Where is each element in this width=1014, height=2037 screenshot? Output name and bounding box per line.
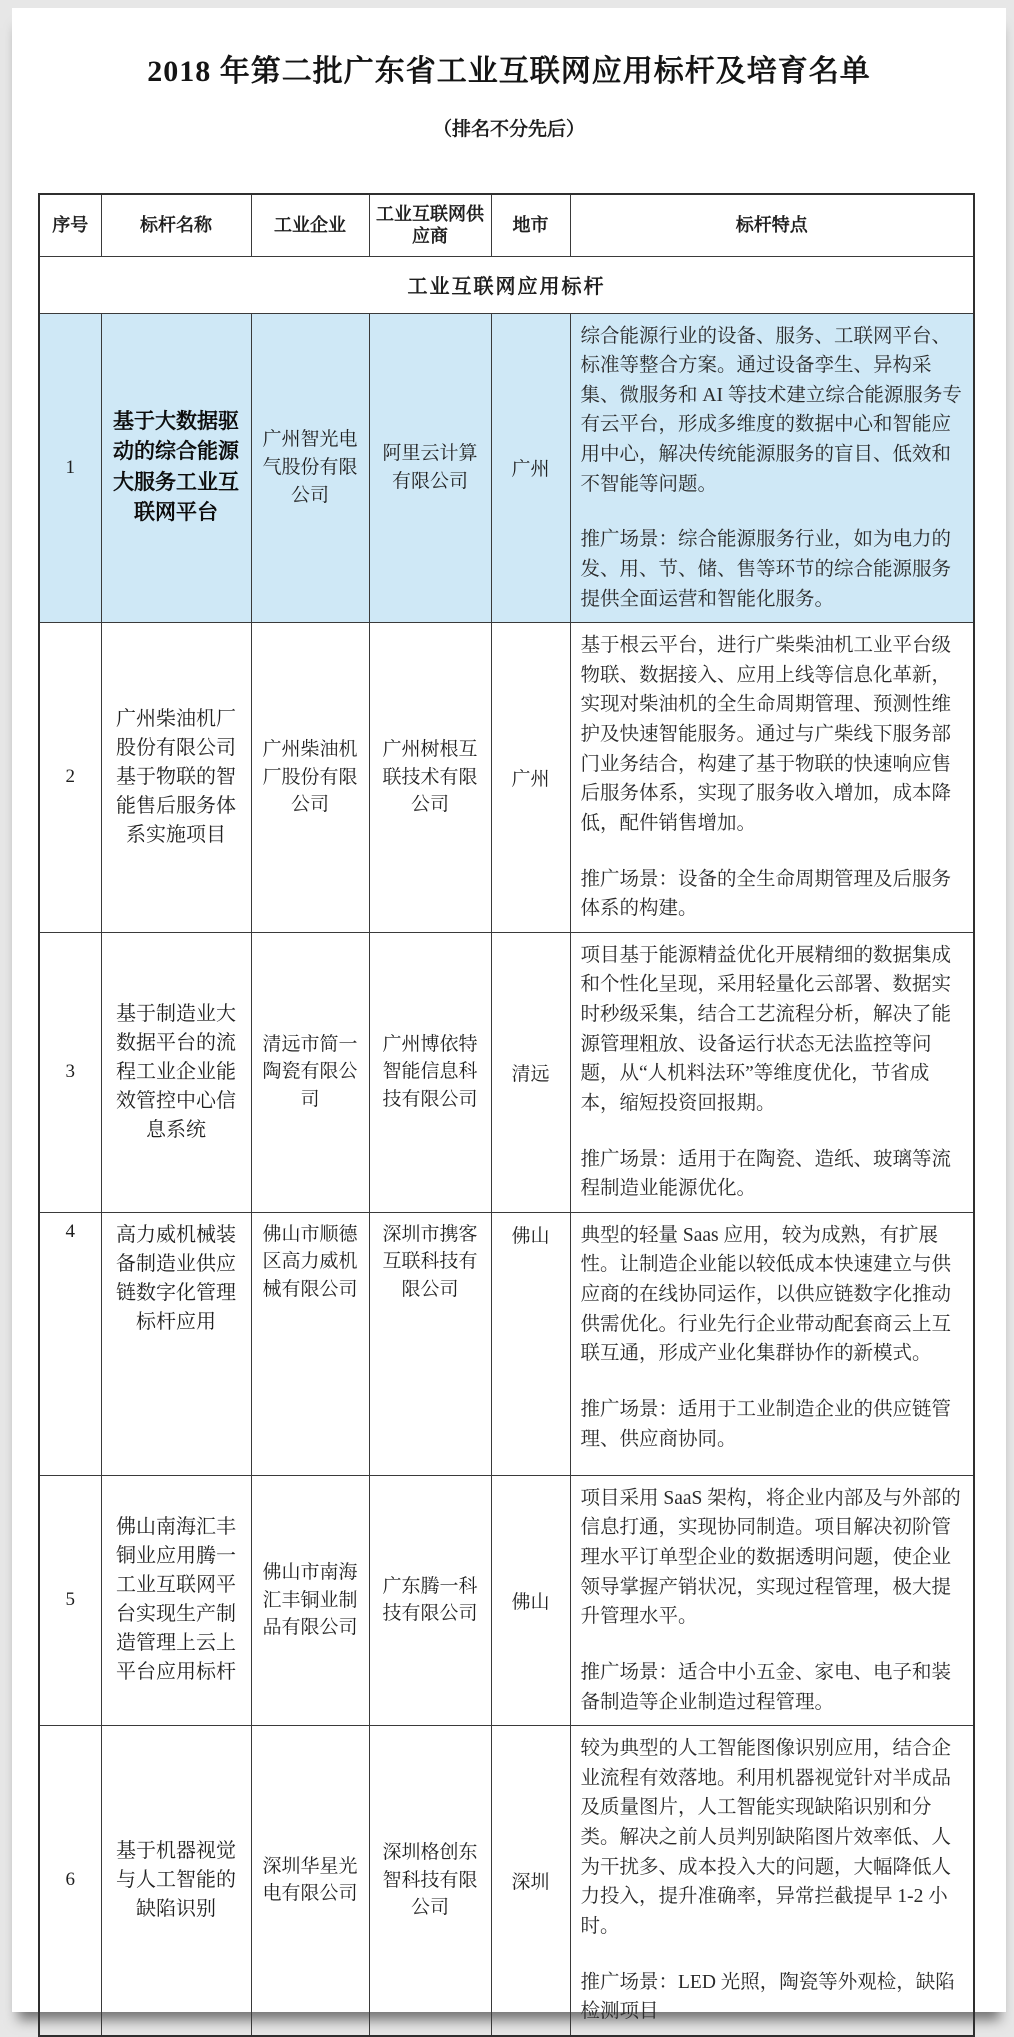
city-name: 广州: [491, 313, 570, 623]
feature-cell: [570, 932, 974, 1212]
header-features: 标杆特点: [570, 194, 974, 256]
feature-cell: [570, 1212, 974, 1475]
enterprise-name: 佛山市顺德区高力威机械有限公司: [251, 1212, 369, 1475]
feature-description: 基于根云平台，进行广柴柴油机工业平台级物联、数据接入、应用上线等信息化革新，实现对柴油机的全生命周期管理、预测性维护及快速智能服务。通过与广柴线下服务部门业务结合，构建了基于物联的快速响应售后服务体系，实现了服务收入增加，成本降低，配件销售增加。: [580, 635, 952, 834]
table-row: [39, 1726, 974, 2036]
city-name: 深圳: [491, 1726, 570, 2036]
feature-promotion: 推广场景：适合中小五金、家电、电子和装备制造等企业制造过程管理。: [580, 1661, 952, 1713]
supplier-name: 广州博依特智能信息科技有限公司: [369, 932, 491, 1212]
benchmark-name: 基于机器视觉与人工智能的缺陷识别: [101, 1726, 251, 2036]
feature-description: 项目采用 SaaS 架构，将企业内部及与外部的信息打通，实现协同制造。项目解决初阶管理水平订单型企业的数据透明问题，使企业领导掌握产销状况，实现过程管理，极大提升管理水平。: [580, 1487, 961, 1628]
row-number: 3: [39, 932, 101, 1212]
supplier-name: 深圳市携客互联科技有限公司: [369, 1212, 491, 1475]
row-number: 1: [39, 313, 101, 623]
table-row: [39, 932, 974, 1212]
benchmark-table: [38, 193, 975, 2037]
feature-promotion: 推广场景：LED 光照，陶瓷等外观检，缺陷检测项目: [580, 1971, 955, 2023]
enterprise-name: 清远市简一陶瓷有限公司: [251, 932, 369, 1212]
enterprise-name: 深圳华星光电有限公司: [251, 1726, 369, 2036]
benchmark-name: 高力威机械装备制造业供应链数字化管理标杆应用: [101, 1212, 251, 1475]
supplier-name: 阿里云计算有限公司: [369, 313, 491, 623]
section-header-row: [39, 256, 974, 313]
row-number: 6: [39, 1726, 101, 2036]
supplier-name: 深圳格创东智科技有限公司: [369, 1726, 491, 2036]
feature-promotion: 推广场景：适用于在陶瓷、造纸、玻璃等流程制造业能源优化。: [580, 1148, 952, 1200]
feature-cell: [570, 623, 974, 933]
header-supplier: 工业互联网供应商: [369, 194, 491, 256]
supplier-name: 广州树根互联技术有限公司: [369, 623, 491, 933]
row-number: 2: [39, 623, 101, 933]
table-row: [39, 313, 974, 623]
city-name: 佛山: [491, 1212, 570, 1475]
enterprise-name: 广州柴油机厂股份有限公司: [251, 623, 369, 933]
feature-promotion: 推广场景：适用于工业制造企业的供应链管理、供应商协同。: [580, 1398, 952, 1450]
table-row: [39, 623, 974, 933]
row-number: 4: [39, 1212, 101, 1475]
feature-description: 项目基于能源精益优化开展精细的数据集成和个性化呈现，采用轻量化云部署、数据实时秒级采集，结合工艺流程分析，解决了能源管理粗放、设备运行状态无法监控等问题，从“人机料法环”等维度优化，节省成本，缩短投资回报期。: [580, 944, 952, 1114]
feature-cell: [570, 313, 974, 623]
city-name: 清远: [491, 932, 570, 1212]
feature-promotion: 推广场景：综合能源服务行业，如为电力的发、用、节、储、售等环节的综合能源服务提供全面运营和智能化服务。: [580, 529, 952, 610]
page-title: 2018 年第二批广东省工业互联网应用标杆及培育名单: [147, 55, 871, 88]
supplier-name: 广东腾一科技有限公司: [369, 1475, 491, 1725]
row-number: 5: [39, 1475, 101, 1725]
header-city: 地市: [491, 194, 570, 256]
header-no: 序号: [39, 194, 101, 256]
table-header-row: [39, 194, 974, 256]
enterprise-name: 广州智光电气股份有限公司: [251, 313, 369, 623]
city-name: 佛山: [491, 1475, 570, 1725]
feature-description: 综合能源行业的设备、服务、工联网平台、标准等整合方案。通过设备孪生、异构采集、微服务和 AI 等技术建立综合能源服务专有云平台，形成多维度的数据中心和智能应用中心，解决传统能源服务的盲目、低效和不智能等问题。: [580, 325, 962, 495]
feature-promotion: 推广场景：设备的全生命周期管理及后服务体系的构建。: [580, 868, 952, 920]
enterprise-name: 佛山市南海汇丰铜业制品有限公司: [251, 1475, 369, 1725]
benchmark-name: 基于大数据驱动的综合能源大服务工业互联网平台: [101, 313, 251, 623]
section-title: 工业互联网应用标杆: [39, 256, 974, 313]
header-enterprise: 工业企业: [251, 194, 369, 256]
feature-description: 较为典型的人工智能图像识别应用，结合企业流程有效落地。利用机器视觉针对半成品及质量图片，人工智能实现缺陷识别和分类。解决之前人员判别缺陷图片效率低、人为干扰多、成本投入大的问题，大幅降低人力投入，提升准确率，异常拦截提早 1-2 小时。: [580, 1738, 952, 1937]
benchmark-name: 广州柴油机厂股份有限公司基于物联的智能售后服务体系实施项目: [101, 623, 251, 933]
header-name: 标杆名称: [101, 194, 251, 256]
table-row: [39, 1475, 974, 1725]
feature-cell: [570, 1726, 974, 2036]
page-subtitle: （排名不分先后）: [432, 119, 585, 140]
table-row: [39, 1212, 974, 1475]
feature-cell: [570, 1475, 974, 1725]
benchmark-name: 佛山南海汇丰铜业应用腾一工业互联网平台实现生产制造管理上云上平台应用标杆: [101, 1475, 251, 1725]
document-sheet: [12, 8, 1006, 2023]
feature-description: 典型的轻量 Saas 应用，较为成熟，有扩展性。让制造企业能以较低成本快速建立与供应商的在线协同运作，以供应链数字化推动供需优化。行业先行企业带动配套商云上互联互通，形成产业化集群协作的新模式。: [580, 1224, 952, 1365]
benchmark-name: 基于制造业大数据平台的流程工业企业能效管控中心信息系统: [101, 932, 251, 1212]
city-name: 广州: [491, 623, 570, 933]
